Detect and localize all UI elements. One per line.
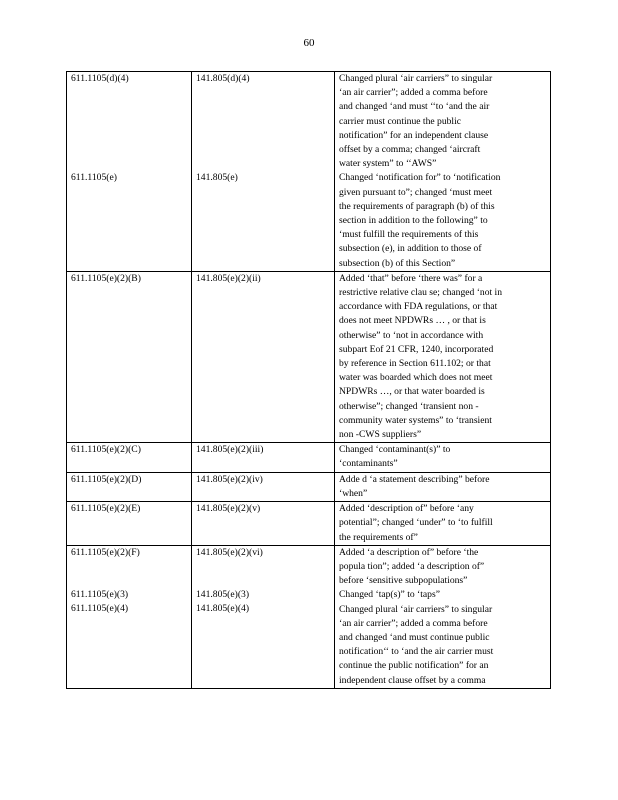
description-line: given pursuant to”; changed ‘must meet — [339, 186, 493, 198]
rule-change-table — [66, 71, 551, 689]
new-section-cell — [192, 271, 335, 442]
description-line: Added ‘a description of” before ‘the — [339, 546, 479, 558]
description-line: popula tion”; added ‘a description of” — [339, 560, 485, 572]
table-row — [67, 271, 551, 442]
new-section-ref: 141.805(e) — [196, 172, 238, 184]
description-line: Added ‘that” before ‘there was” for a — [339, 272, 483, 284]
description-line: ‘an air carrier”; added a comma before — [339, 87, 488, 99]
change-description — [339, 443, 546, 471]
description-line: the requirements of” — [339, 531, 418, 543]
change-description — [339, 502, 546, 545]
table-row — [67, 72, 551, 272]
old-section-ref: 611.1105(e)(2)(E) — [71, 503, 141, 515]
description-line: subsection (e), in addition to those of — [339, 243, 482, 255]
description-line: otherwise” to ‘not in accordance with — [339, 329, 484, 341]
new-section-cell — [192, 545, 335, 688]
old-section-cell — [67, 271, 192, 442]
description-line: Changed ‘notification for” to ‘notification — [339, 172, 501, 184]
page-number: 60 — [303, 37, 315, 49]
table-row — [67, 443, 551, 472]
description-line: and changed ‘and must ‘‘to ‘and the air — [339, 101, 490, 113]
description-line: ‘an air carrier”; added a comma before — [339, 617, 488, 629]
old-section-cell — [67, 472, 192, 501]
old-section-cell — [67, 72, 192, 272]
new-section-cell — [192, 502, 335, 546]
description-line: ‘must fulfill the requirements of this — [339, 229, 479, 241]
table-row — [67, 472, 551, 501]
old-section-ref: 611.1105(e)(2)(B) — [71, 272, 141, 284]
description-line: subsection (b) of this Section” — [339, 257, 456, 269]
new-section-cell — [192, 72, 335, 272]
new-section-ref: 141.805(e)(2)(ii) — [196, 272, 261, 284]
new-section-ref: 141.805(e)(2)(vi) — [196, 546, 263, 558]
description-line: continue the public notification” for an — [339, 660, 489, 672]
description-line: does not meet NPDWRs … , or that is — [339, 315, 486, 327]
change-description — [339, 171, 546, 270]
change-description-cell — [335, 72, 551, 272]
old-section-cell — [67, 502, 192, 546]
description-line: restrictive relative clau se; changed ‘not in — [339, 287, 503, 299]
old-section-ref: 611.1105(e)(2)(D) — [71, 473, 142, 485]
change-description — [339, 588, 546, 602]
change-description — [339, 72, 546, 171]
description-line: offset by a comma; changed ‘aircraft — [339, 144, 481, 156]
new-section-cell — [192, 443, 335, 472]
table-row — [67, 545, 551, 688]
old-section-ref: 611.1105(d)(4) — [71, 73, 129, 84]
new-section-ref: 141.805(e)(3) — [196, 589, 250, 601]
rule-change-table-body — [67, 72, 551, 689]
change-description — [339, 473, 546, 501]
new-section-ref: 141.805(d)(4) — [196, 73, 250, 84]
description-line: NPDWRs …, or that water boarded is — [339, 386, 485, 398]
description-line: water was boarded which does not meet — [339, 372, 493, 384]
new-section-ref: 141.805(e)(2)(v) — [196, 503, 261, 515]
old-section-ref: 611.1105(e)(4) — [71, 603, 129, 615]
change-description — [339, 603, 546, 688]
description-line: non -CWS suppliers” — [339, 429, 422, 441]
old-section-ref: 611.1105(e)(2)(F) — [71, 546, 140, 558]
description-line: Changed ‘tap(s)” to ‘taps” — [339, 589, 440, 601]
description-line: subpart Eof 21 CFR, 1240, incorporated — [339, 343, 494, 355]
old-section-ref: 611.1105(e)(2)(C) — [71, 444, 141, 456]
description-line: the requirements of paragraph (b) of this — [339, 200, 495, 212]
description-line: ‘contaminants” — [339, 458, 398, 470]
old-section-cell — [67, 545, 192, 688]
change-description-cell — [335, 271, 551, 442]
description-line: Changed plural ‘air carriers” to singular — [339, 603, 493, 615]
old-section-ref: 611.1105(e) — [71, 172, 117, 184]
description-line: Changed ‘contaminant(s)” to — [339, 444, 451, 456]
description-line: independent clause offset by a comma — [339, 674, 486, 686]
description-line: carrier must continue the public — [339, 115, 462, 127]
description-line: Added ‘description of” before ‘any — [339, 503, 474, 515]
description-line: community water systems” to ‘transient — [339, 414, 492, 426]
description-line: accordance with FDA regulations, or that — [339, 301, 498, 313]
description-line: by reference in Section 611.102; or that — [339, 358, 491, 370]
description-line: notification‘‘ to ‘and the air carrier must — [339, 646, 494, 658]
new-section-cell — [192, 472, 335, 501]
old-section-cell — [67, 443, 192, 472]
description-line: water system” to ‘‘AWS” — [339, 158, 437, 170]
description-line: Adde d ‘a statement describing” before — [339, 473, 490, 485]
change-description-cell — [335, 502, 551, 546]
description-line: otherwise”; changed ‘transient non - — [339, 400, 479, 412]
new-section-ref: 141.805(e)(2)(iii) — [196, 444, 264, 456]
new-section-ref: 141.805(e)(4) — [196, 603, 250, 615]
description-line: ‘when” — [339, 487, 368, 499]
change-description — [339, 272, 546, 442]
description-line: before ‘sensitive subpopulations” — [339, 575, 468, 587]
description-line: Changed plural ‘air carriers” to singular — [339, 73, 493, 84]
change-description-cell — [335, 443, 551, 472]
change-description-cell — [335, 472, 551, 501]
description-line: and changed ‘and must continue public — [339, 631, 490, 643]
table-row — [67, 502, 551, 546]
old-section-ref: 611.1105(e)(3) — [71, 589, 129, 601]
change-description-cell — [335, 545, 551, 688]
new-section-ref: 141.805(e)(2)(iv) — [196, 473, 263, 485]
description-line: section in addition to the following” to — [339, 215, 488, 227]
change-description — [339, 546, 546, 589]
description-line: potential”; changed ‘under” to ‘to fulfill — [339, 517, 493, 529]
description-line: notification” for an independent clause — [339, 129, 489, 141]
